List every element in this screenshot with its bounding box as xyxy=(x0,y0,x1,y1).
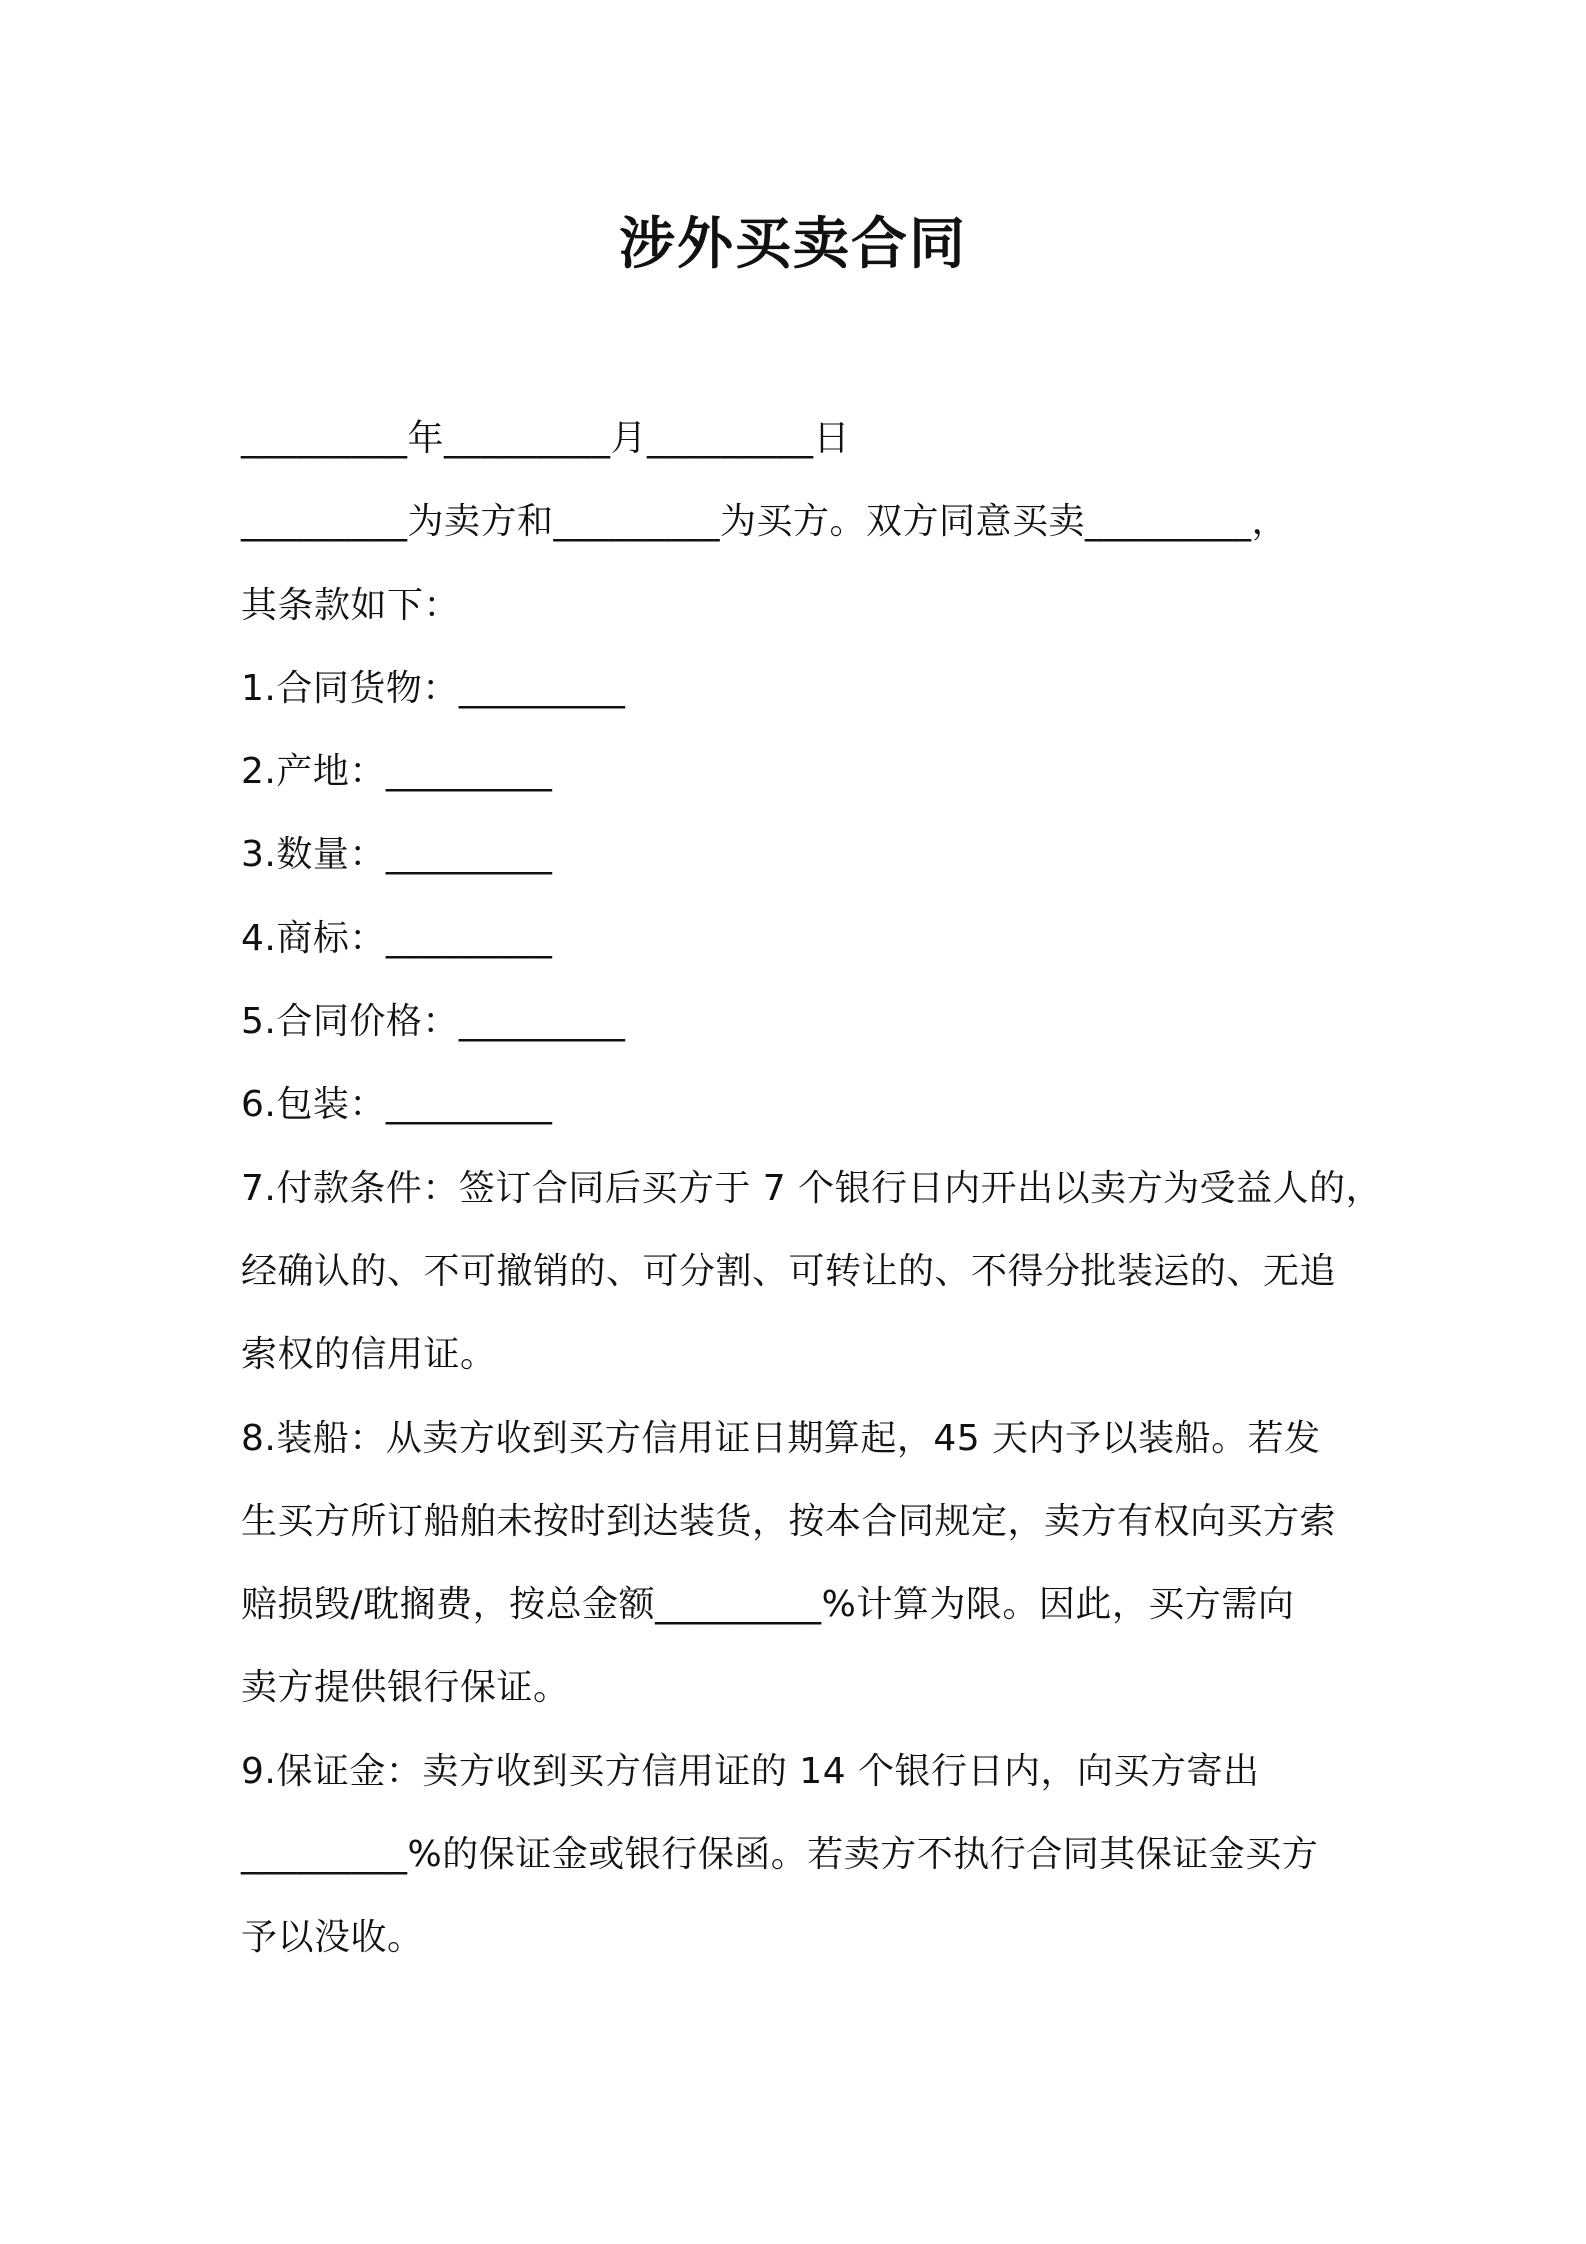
clause-shipment-line: 赔损毁/耽搁费，按总金额_________%计算为限。因此，买方需向 xyxy=(241,1584,1295,1626)
clause-price: 5.合同价格：_________ xyxy=(241,1001,626,1043)
clause-quantity: 3.数量：_________ xyxy=(241,834,553,876)
terms-intro-line: 其条款如下： xyxy=(241,584,461,626)
clause-payment-line: 7.付款条件：签订合同后买方于 7 个银行日内开出以卖方为受益人的， xyxy=(241,1167,1383,1209)
page-title: 涉外买卖合同 xyxy=(619,212,967,277)
date-line: _________年_________月_________日 xyxy=(241,418,850,459)
clause-packing: 6.包装：_________ xyxy=(241,1084,553,1126)
clause-shipment-line: 生买方所订船舶未按时到达装货，按本合同规定，卖方有权向买方索 xyxy=(241,1500,1337,1542)
clause-payment-line: 经确认的、不可撤销的、可分割、可转让的、不得分批装运的、无追 xyxy=(241,1250,1337,1292)
contract-body xyxy=(241,397,1383,1980)
parties-line: _________为卖方和_________为买方。双方同意买卖_________， xyxy=(241,501,1289,543)
clause-shipment-line: 8.装船：从卖方收到买方信用证日期算起，45 天内予以装船。若发 xyxy=(241,1417,1321,1459)
clause-deposit-line: 予以没收。 xyxy=(241,1917,424,1959)
clause-goods: 1.合同货物：_________ xyxy=(241,667,626,709)
clause-payment-line: 索权的信用证。 xyxy=(241,1334,497,1376)
clause-origin: 2.产地：_________ xyxy=(241,751,553,793)
clause-deposit-line: _________%的保证金或银行保函。若卖方不执行合同其保证金买方 xyxy=(241,1834,1319,1876)
clause-deposit-line: 9.保证金：卖方收到买方信用证的 14 个银行日内，向买方寄出 xyxy=(241,1750,1260,1792)
clause-trademark: 4.商标：_________ xyxy=(241,917,553,959)
clause-shipment-line: 卖方提供银行保证。 xyxy=(241,1667,570,1709)
